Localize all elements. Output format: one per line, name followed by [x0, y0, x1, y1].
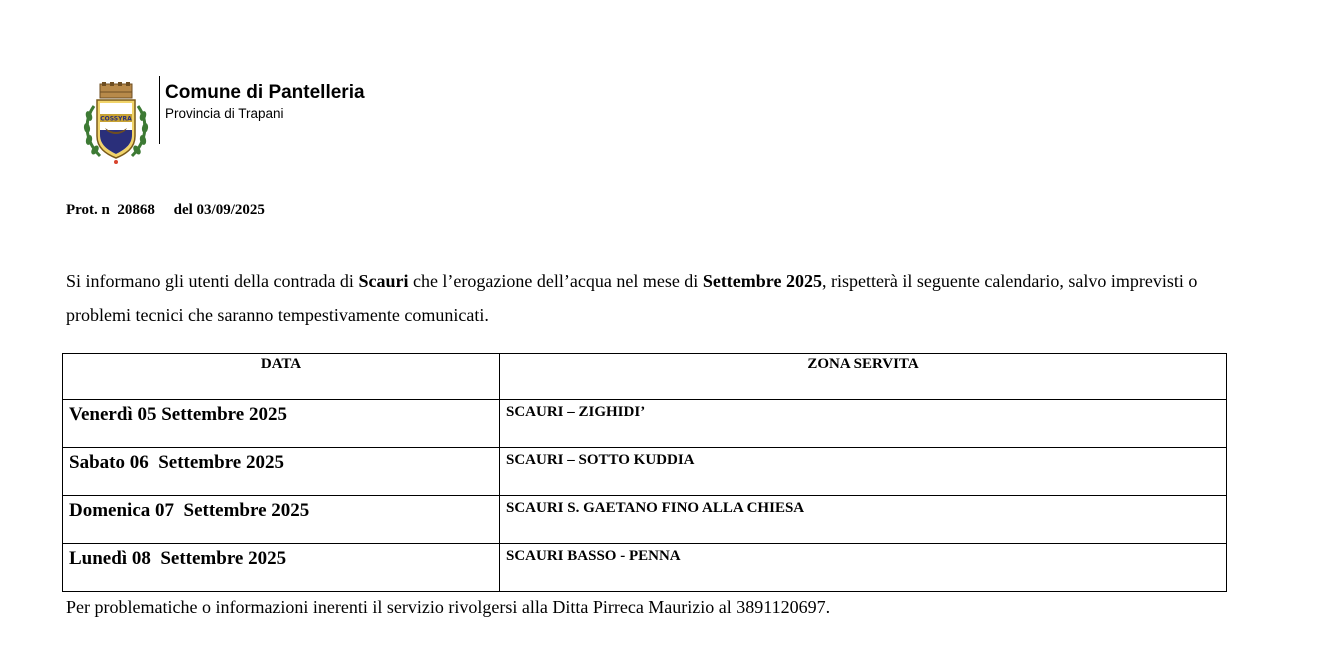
- protocol-number: Prot. n 20868 del 03/09/2025: [66, 202, 265, 218]
- intro-text-1: Si informano gli utenti della contrada di: [66, 271, 359, 291]
- coat-of-arms-logo: [80, 80, 152, 166]
- table-row: [63, 496, 1227, 544]
- table-row: [63, 400, 1227, 448]
- intro-text-2: che l’erogazione dell’acqua nel mese di: [408, 271, 703, 291]
- table-row: [63, 448, 1227, 496]
- row-zone: SCAURI S. GAETANO FINO ALLA CHIESA: [500, 496, 1227, 544]
- comune-title: Comune di Pantelleria: [165, 82, 365, 103]
- header-zona-servita: ZONA SERVITA: [500, 354, 1227, 400]
- row-date: Sabato 06 Settembre 2025: [63, 448, 500, 496]
- row-date: Domenica 07 Settembre 2025: [63, 496, 500, 544]
- header-divider: [159, 76, 160, 144]
- intro-month: Settembre 2025: [702, 271, 822, 291]
- row-zone: SCAURI – SOTTO KUDDIA: [500, 448, 1227, 496]
- intro-contrada: Scauri: [358, 271, 409, 291]
- logo-text: COSSYRA: [100, 115, 132, 123]
- row-date: Venerdì 05 Settembre 2025: [63, 400, 500, 448]
- intro-paragraph: [66, 264, 1236, 332]
- header-data: DATA: [63, 354, 500, 400]
- table-row: [63, 544, 1227, 592]
- contact-note: Per problematiche o informazioni inerenti il servizio rivolgersi alla Ditta Pirreca Maurizio al 3891120697.: [66, 597, 831, 617]
- schedule-table: [62, 353, 1227, 592]
- row-zone: SCAURI – ZIGHIDI’: [500, 400, 1227, 448]
- row-zone: SCAURI BASSO - PENNA: [500, 544, 1227, 592]
- row-date: Lunedì 08 Settembre 2025: [63, 544, 500, 592]
- intro-text-3: , rispetterà il seguente calendario, salvo imprevisti o problemi tecnici che saranno tempestivamente comunicati.: [66, 271, 1198, 325]
- table-header-row: [63, 354, 1227, 400]
- provincia-subtitle: Provincia di Trapani: [165, 106, 284, 121]
